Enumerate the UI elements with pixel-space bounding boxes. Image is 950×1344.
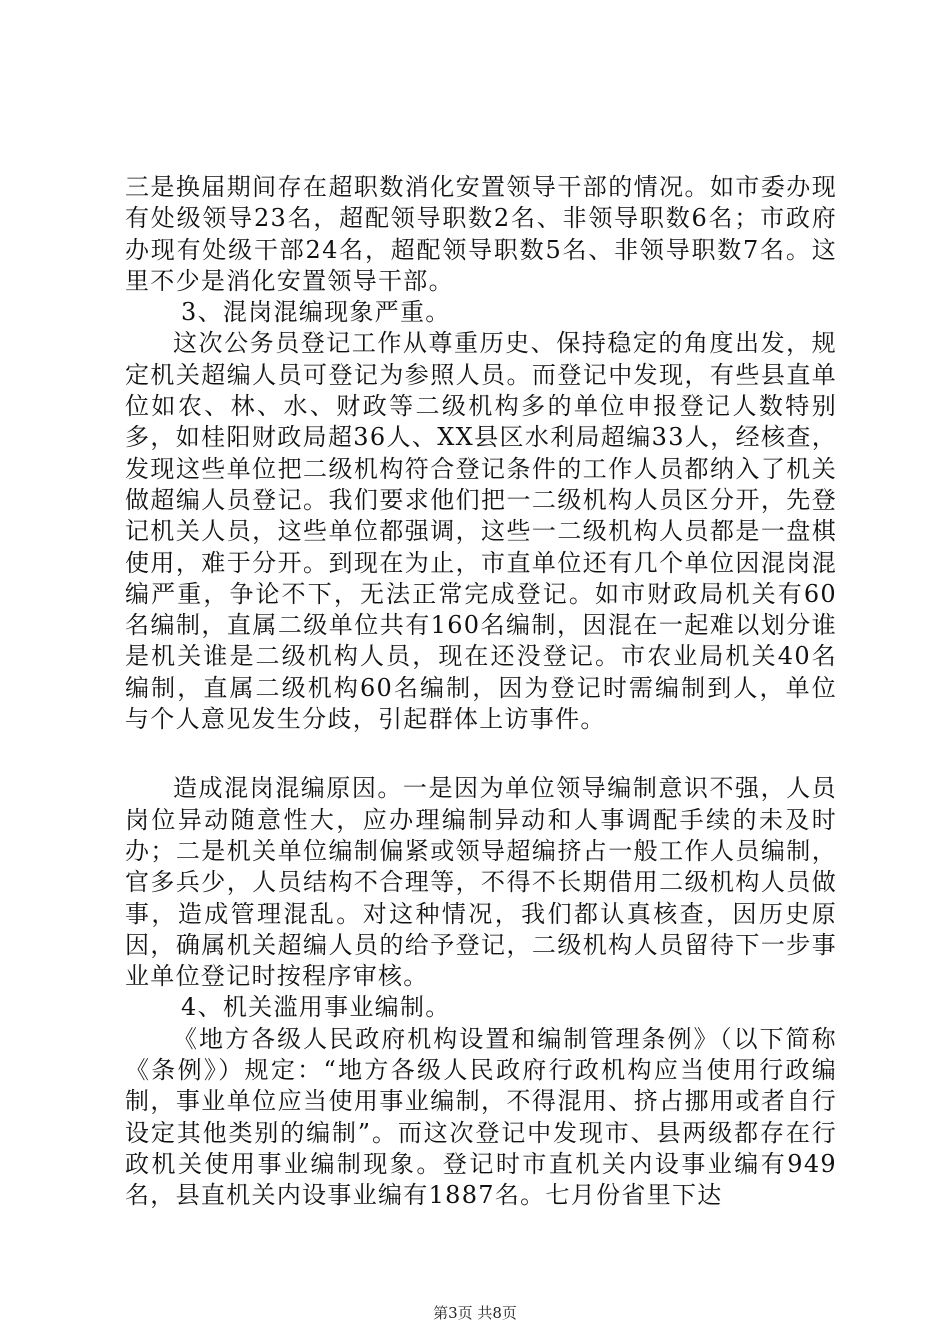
paragraph-spacer xyxy=(125,735,837,773)
paragraph-overstaffing-cases: 三是换届期间存在超职数消化安置领导干部的情况。如市委办现有处级领导23名，超配领导职数2名、非领导职数6名；市政府办现有处级干部24名，超配领导职数5名、非领导职数7名。这里不少是消化安置领导干部。 xyxy=(125,173,837,295)
document-body xyxy=(125,172,837,1212)
page-number-footer: 第3页 共8页 xyxy=(433,1304,517,1322)
section-heading-4: 4、机关滥用事业编制。 xyxy=(181,993,451,1022)
paragraph-mixed-staffing-causes: 造成混岗混编原因。一是因为单位领导编制意识不强，人员岗位异动随意性大，应办理编制异动和人事调配手续的未及时办；二是机关单位编制偏紧或领导超编挤占一般工作人员编制，官多兵少，人员结构不合理等，不得不长期借用二级机构人员做事，造成管理混乱。对这种情况，我们都认真核查，因历史原因，确属机关超编人员的给予登记，二级机构人员留待下一步事业单位登记时按程序审核。 xyxy=(125,774,837,991)
section-heading-3: 3、混岗混编现象严重。 xyxy=(181,298,451,327)
paragraph-regulation-citation: 《地方各级人民政府机构设置和编制管理条例》（以下简称《条例》）规定：“地方各级人民政府行政机构应当使用行政编制，事业单位应当使用事业编制，不得混用、挤占挪用或者自行设定其他类别的编制”。而这次登记中发现市、县两级都存在行政机关使用事业编制现象。登记时市直机关内设事业编有949名，县直机关内设事业编有1887名。七月份省里下达 xyxy=(125,1024,837,1210)
paragraph-mixed-staffing: 这次公务员登记工作从尊重历史、保持稳定的角度出发，规定机关超编人员可登记为参照人员。而登记中发现，有些县直单位如农、林、水、财政等二级机构多的单位申报登记人数特别多，如桂阳财政局超36人、XX县区水利局超编33人，经核查，发现这些单位把二级机构符合登记条件的工作人员都纳入了机关做超编人员登记。我们要求他们把一二级机构人员区分开，先登记机关人员，这些单位都强调，这些一二级机构人员都是一盘棋使用，难于分开。到现在为止，市直单位还有几个单位因混岗混编严重，争论不下，无法正常完成登记。如市财政局机关有60名编制，直属二级单位共有160名编制，因混在一起难以划分谁是机关谁是二级机构人员，现在还没登记。市农业局机关40名编制，直属二级机构60名编制，因为登记时需编制到人，单位与个人意见发生分歧，引起群体上访事件。 xyxy=(125,329,837,734)
